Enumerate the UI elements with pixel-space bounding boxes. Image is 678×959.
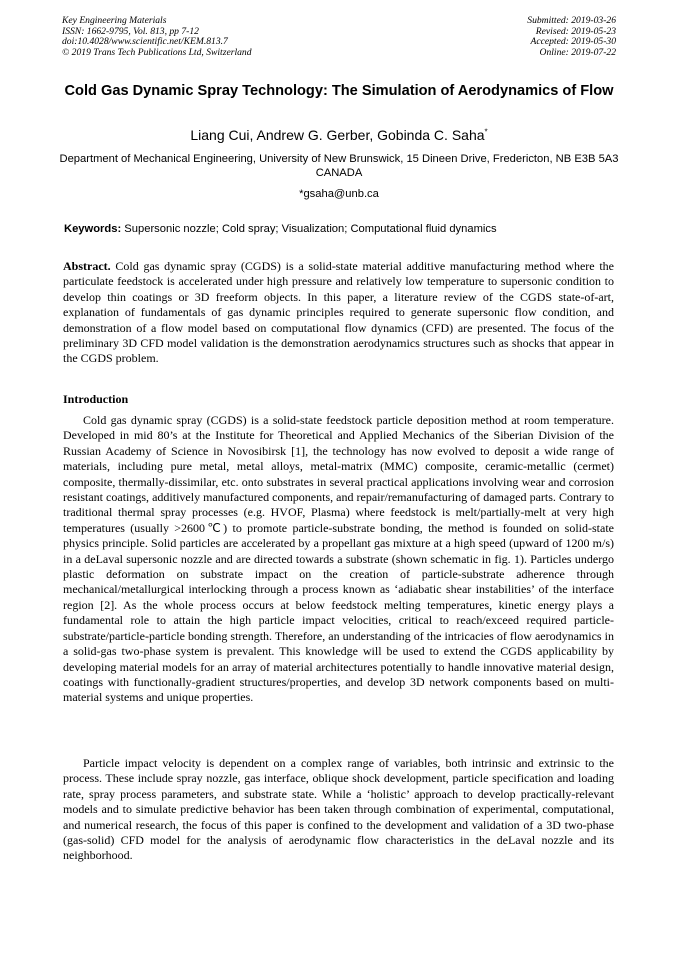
authors [40,126,638,144]
journal-name: Key Engineering Materials [62,15,167,26]
corresponding-mark: * [484,127,488,137]
doi: doi:10.4028/www.scientific.net/KEM.813.7 [62,36,228,48]
issn: ISSN: 1662-9795, Vol. 813, pp 7-12 [62,25,199,37]
keywords-label: Keywords: [64,223,122,235]
email: *gsaha@unb.ca [299,188,379,200]
abstract-text: Cold gas dynamic spray (CGDS) is a solid-state material additive manufacturing method where the particulate feedstock is accelerated under high pressure and relatively low temperature to supersonic condition to develop thin coatings or 3D freeform objects. In this paper, a literature review of the CGDS state-of-art, explanation of fundamentals of gas dynamic principles required to generate supersonic flow condition, and demonstration of a flow model based on computational flow dynamics (CFD) are presented. The focus of the preliminary 3D CFD model validation is the demonstration aerodynamics structures such as shocks that appear in the CGDS problem. [63,259,614,366]
abstract [63,259,614,367]
intro-paragraph-2: Particle impact velocity is dependent on a complex range of variables, both intrinsic and extrinsic to the process. These include spray nozzle, gas interface, oblique shock development, particle specification and loading rate, spray process parameters, and substrate state. While a ‘holistic’ approach to develop practically-relevant models and to simulate predictive behavior has been taken through combination of experimental, computational, and numerical research, the focus of this paper is confined to the development and validation of a 3D two-phase (gas-solid) CFD model for the analysis of aerodynamic flow characteristics in the deLaval nozzle and its neighborhood. [63,756,614,863]
affiliation: Department of Mechanical Engineering, University of New Brunswick, 15 Dineen Drive, Fredericton, NB E3B 5A3 CANADA [59,153,619,179]
revised-date: Revised: 2019-05-23 [535,25,616,37]
header-right [376,16,616,58]
author-names: Liang Cui, Andrew G. Gerber, Gobinda C. Saha [190,127,485,143]
section-heading-introduction: Introduction [63,392,129,406]
keywords [64,222,624,236]
keywords-text: Supersonic nozzle; Cold spray; Visualization; Computational fluid dynamics [121,223,497,235]
header-left [62,16,382,58]
submitted-date: Submitted: 2019-03-26 [527,15,616,26]
online-date: Online: 2019-07-22 [539,46,616,58]
copyright: © 2019 Trans Tech Publications Ltd, Switzerland [62,46,252,58]
accepted-date: Accepted: 2019-05-30 [530,36,616,48]
intro-paragraph-1: Cold gas dynamic spray (CGDS) is a solid-state feedstock particle deposition method at room temperature. Developed in mid 80’s at the Institute for Theoretical and Applied Mechanics of the Siberian Division of the Russian Academy of Science in Novosibirsk [1], the technology has now evolved to deposit a wide range of materials, including pure metal, metal alloys, metal-matrix (MMC) composite, ceramic-metallic (cermet) composite, thermally-dissimilar, etc. onto substrates in several practical applications involving wear and corrosion resistant coatings, additively manufactured components, and repair/remanufacturing of damaged parts. Contrary to traditional thermal spray processes (e.g. HVOF, Plasma) where feedstock is melt/partially-melt at very high temperatures (usually >2600℃) to promote particle-substrate bonding, the method is founded on solid-state physics principle. Solid particles are accelerated by a propellant gas mixture at a high speed (upward of 1200 m/s) in a deLaval supersonic nozzle and are directed towards a substrate (shown schematic in fig. 1). Particles undergo plastic deformation on substrate impact on the creation of particle-substrate adherence through mechanical/metallurgical interlocking through a process known as ‘adiabatic shear instabilities’ of the interface region [2]. As the whole process occurs at below feedstock melting temperatures, kinetic energy plays a fundamental role to attain the high particle impact velocities, critical to reach/exceed required particle-substrate/particle-particle bonding strength. Therefore, an understanding of the intricacies of flow aerodynamics in a solid-gas two-phase system is prevalent. This knowledge will be used to extend the CGDS applicability by developing material models for an array of material architectures potentially to handle innovative material design, coatings with functionally-gradient structures/properties, and develop 3D network components based on multi-material systems and unique properties. [63,413,614,705]
paper-title: Cold Gas Dynamic Spray Technology: The Simulation of Aerodynamics of Flow [64,83,614,99]
abstract-label: Abstract. [63,259,111,273]
